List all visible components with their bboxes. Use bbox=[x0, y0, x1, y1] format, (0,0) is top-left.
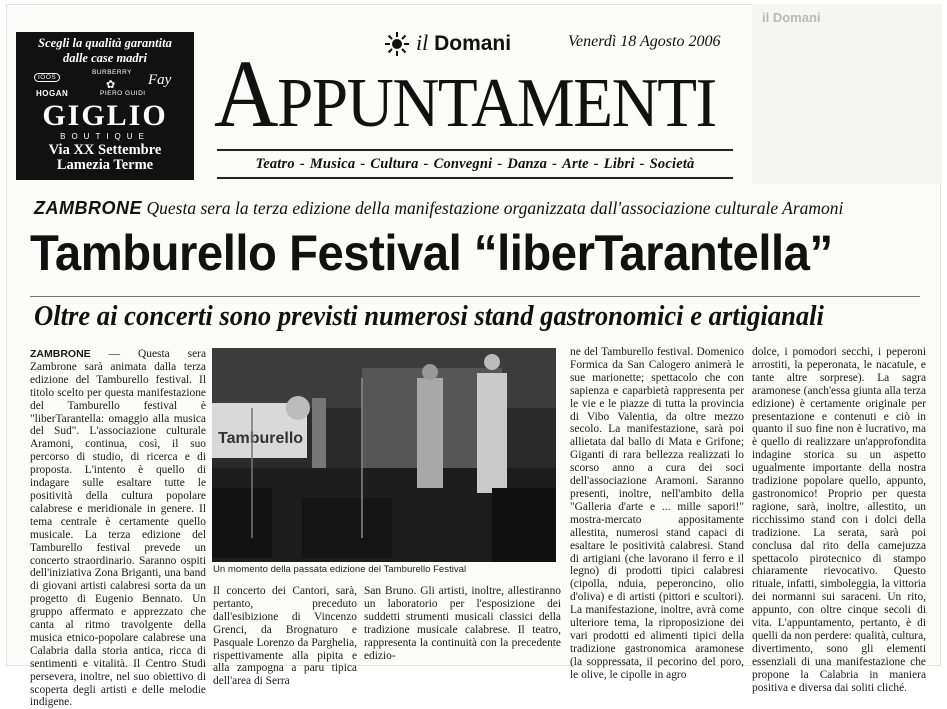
adjacent-page-bleed: il Domani bbox=[752, 4, 942, 184]
concert-photo bbox=[212, 348, 556, 562]
category-bar bbox=[217, 149, 733, 179]
category-item: Danza bbox=[507, 155, 548, 172]
article-kicker: ZAMBRONE Questa sera la terza edizione della manifestazione organizzata dall'associazione culturale Aramoni bbox=[34, 198, 844, 218]
category-separator: - bbox=[360, 155, 366, 172]
article-column-3: San Bruno. Gli artisti, inoltre, allestiranno un laboratorio per l'esposizione dei suddetti strumenti musicali classici della tradizione musicale calabrese. Il teatro, rappresenta la continuità con la precedente edizio- bbox=[364, 585, 561, 662]
brand-logo: IOOS bbox=[34, 73, 60, 82]
store-address: Via XX Settembre Lamezia Terme bbox=[48, 142, 162, 173]
category-item: Arte bbox=[562, 155, 589, 172]
category-item: Libri bbox=[603, 155, 635, 172]
article-column-4: ne del Tamburello festival. Domenico Formica da San Calogero animerà le sue marionette; spettacolo che con sapienza e caparbietà rappresenta per le vie e le piazze di tutta la provincia di Vibo Valentia, da oltre mezzo secolo. La manifestazione, sarà poi allietata dal ballo di Mata e Grifone; Giganti di rara bellezza realizzati lo scorso anno a cura dei soci dell'associazione Aramoni. Saranno presenti, inoltre, nell'ambito della "Galleria d'arte e ... mille sapori!" mostra-mercato appositamente allestita, numerosi stand capaci di esaltare le positività calabresi. Stand di artigiani (che lavorano il ferro e il legno) di prodotti tipici calabresi (cipolla, nduia, peperoncino, olio d'oliva) e di artisti (pittori e scultori). La manifestazione, inoltre, avrà come ulteriore tema, la riproposizione dei vari prodotti ed alimenti tipici della tradizione gastronomica aramonese (la soppressata, il pecorino del poro, le olive, le cipolle in agro bbox=[570, 346, 744, 681]
dateline: ZAMBRONE bbox=[30, 348, 91, 360]
store-subtitle: BOUTIQUE bbox=[60, 132, 150, 141]
category-item: Teatro bbox=[255, 155, 295, 172]
ad-tagline: Scegli la qualità garantita dalle case madri bbox=[38, 36, 172, 65]
category-separator: - bbox=[299, 155, 305, 172]
flower-icon: ✿ bbox=[106, 79, 116, 91]
category-item: Convegni bbox=[433, 155, 493, 172]
category-item: Musica bbox=[309, 155, 356, 172]
brand-logo: PIERO GUIDI bbox=[100, 90, 146, 97]
category-separator: - bbox=[552, 155, 558, 172]
category-separator: - bbox=[497, 155, 503, 172]
issue-date: Venerdì 18 Agosto 2006 bbox=[568, 33, 721, 50]
article-column-2: Il concerto dei Cantori, sarà, pertanto, preceduto dall'esibizione di Vincenzo Grenci, da Brognaturo e Pasquale Lorenzo da Parghelia, rispettivamente alla pipita e alla zampogna a paru tipica dell'area di Serra bbox=[213, 585, 357, 688]
category-separator: - bbox=[639, 155, 645, 172]
concert-photo-image bbox=[212, 348, 556, 562]
section-title: APPUNTAMENTI bbox=[214, 40, 716, 147]
newspaper-name: il Domani bbox=[416, 30, 512, 55]
brand-logo: BURBERRY bbox=[92, 69, 133, 76]
article-column-1: ZAMBRONE — Questa sera Zambrone sarà animata dalla terza edizione del Tamburello festival. Il titolo scelto per questa manifestazione del Tamburello festival è "liberTarantella: omaggio alla musica del Sud". L'associazione culturale Aramoni, continua, così, il suo percorso di studio, di ricerca e di proposta. L'intento è quello di indagare sulle esaltare tutte le positività della cultura popolare calabrese e meridionale in genere. Il tema centrale è certamente quello musicale. La terza edizione del Tamburello festival prevede un concerto straordinario. Saranno ospiti dell'iniziativa Zona Briganti, una band di giovani artisti calabresi sorta da un progetto di Eugenio Bennato. Un gruppo affermato e apprezzato che canta al ritmo travolgente della musica etnico-popolare calabrese una Calabria dalla storia antica, ricca di sentimenti e vitalità. Il Centro Studi persevera, inoltre, nel suo obiettivo di scoperta degli artisti e delle melodie indigene. bbox=[30, 348, 206, 709]
category-separator: - bbox=[423, 155, 429, 172]
category-item: Cultura bbox=[370, 155, 419, 172]
article-subheadline: Oltre ai concerti sono previsti numerosi stand gastronomici e artigianali bbox=[34, 301, 824, 332]
category-separator: - bbox=[593, 155, 599, 172]
brand-logo: Fay bbox=[148, 72, 172, 88]
boutique-advertisement bbox=[16, 32, 194, 180]
photo-banner-text: Tamburello bbox=[218, 430, 304, 447]
category-item: Società bbox=[649, 155, 695, 172]
article-headline: Tamburello Festival “liberTarantella” bbox=[30, 225, 833, 281]
headline-divider bbox=[30, 296, 920, 297]
store-name: GIGLIO bbox=[42, 99, 168, 132]
photo-caption: Un momento della passata edizione del Tamburello Festival bbox=[213, 564, 467, 575]
ad-brand-logos bbox=[16, 69, 194, 99]
article-column-5: dolce, i pomodori secchi, i peperoni arrostiti, la peperonata, le nacatule, e tante altre sorprese). La sagra aramonese (anch'essa giunta alla terza edizione) è certamente originale per presentazione e contenuti e ciò in quanto il suo fine non è lucrativo, ma è quello di realizzare un'approfondita indagine storica su un aspetto ugualmente importante della nostra tradizione popolare quello, appunto, gastronomico! Proprio per questa ragione, sarà, inoltre, allestito, un ricchissimo stand con i dolci della tradizione. La serata, sarà poi conclusa dal rito della camejuzza spettacolo pirotecnico di stampo chiaramente rievocativo. Questo rituale, infatti, simboleggia, la vittoria dei normanni sui saraceni. Un rito, appunto, con oltre cinque secoli di vita. L'appuntamento, pertanto, è di quelli da non perdere: qualità, cultura, divertimento, sono gli elementi essenziali di una manifestazione che propone la Calabria in maniera positiva e diversa dai soliti cliché. bbox=[752, 346, 926, 694]
brand-logo: HOGAN bbox=[36, 89, 69, 98]
